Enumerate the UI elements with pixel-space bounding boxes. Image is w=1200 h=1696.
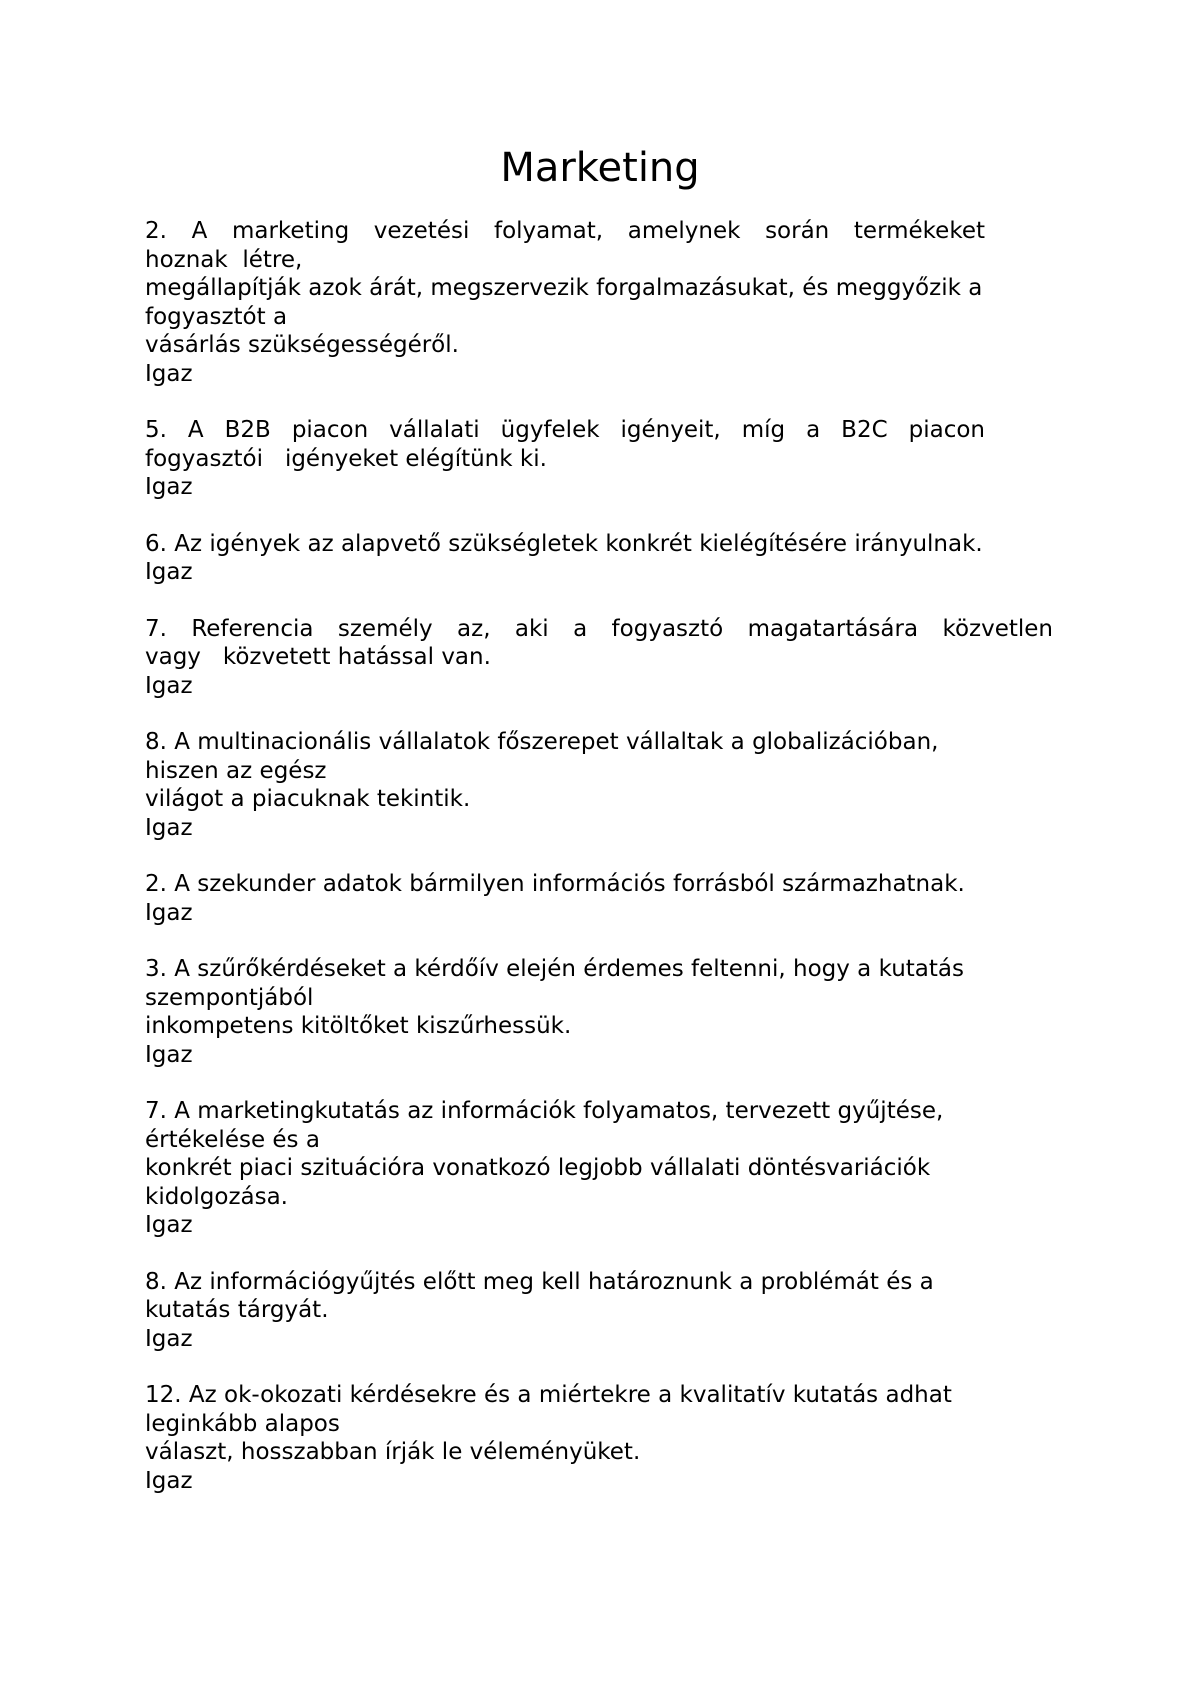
answer-text: Igaz — [145, 559, 193, 585]
question-text-line: 2. A marketing vezetési folyamat, amelynek során termékeket — [145, 218, 985, 244]
answer-text: Igaz — [145, 360, 193, 387]
question-text-line: fogyasztót a — [145, 303, 288, 330]
answer-text: Igaz — [145, 1467, 193, 1494]
question-item — [145, 1268, 1065, 1354]
question-text-line: leginkább alapos — [145, 1410, 340, 1437]
answer-text: Igaz — [145, 814, 193, 841]
question-text-line: inkompetens kitöltőket kiszűrhessük. — [145, 1013, 572, 1039]
answer-text: Igaz — [145, 1041, 193, 1068]
question-text-line: megállapítják azok árát, megszervezik forgalmazásukat, és meggyőzik a — [145, 275, 983, 301]
answer-text: Igaz — [145, 899, 193, 926]
question-text-line: 7. Referencia személy az, aki a fogyasztó magatartására közvetlen — [145, 615, 1053, 642]
answer-text: Igaz — [145, 672, 193, 699]
question-text-line: hiszen az egész — [145, 757, 327, 784]
question-item — [145, 530, 1065, 587]
question-item — [145, 217, 1065, 388]
question-item — [145, 1381, 1065, 1495]
question-text-line: konkrét piaci szituációra vonatkozó legjobb vállalati döntésvariációk — [145, 1155, 931, 1181]
question-list — [145, 217, 1065, 1523]
question-item — [145, 615, 1065, 701]
question-item — [145, 870, 1065, 927]
question-item — [145, 1097, 1065, 1240]
question-text-line: fogyasztói igényeket elégítünk ki. — [145, 445, 547, 472]
question-text-line: értékelése és a — [145, 1126, 320, 1153]
question-text-line: 8. Az információgyűjtés előtt meg kell határoznunk a problémát és a — [145, 1268, 934, 1295]
question-text-line: világot a piacuknak tekintik. — [145, 786, 471, 812]
answer-text: Igaz — [145, 1325, 193, 1352]
question-text-line: kidolgozása. — [145, 1183, 288, 1210]
question-text-line: 6. Az igények az alapvető szükségletek konkrét kielégítésére irányulnak. — [145, 530, 983, 557]
answer-text: Igaz — [145, 1212, 193, 1238]
question-text-line: hoznak létre, — [145, 246, 303, 273]
question-item — [145, 955, 1065, 1069]
question-text-line: 5. A B2B piacon vállalati ügyfelek igényeit, míg a B2C piacon — [145, 417, 985, 443]
question-item — [145, 728, 1065, 842]
answer-text: Igaz — [145, 474, 193, 500]
question-text-line: 12. Az ok-okozati kérdésekre és a miértekre a kvalitatív kutatás adhat — [145, 1382, 952, 1408]
question-text-line: 3. A szűrőkérdéseket a kérdőív elején érdemes feltenni, hogy a kutatás — [145, 956, 964, 982]
question-text-line: szempontjából — [145, 984, 314, 1011]
question-text-line: választ, hosszabban írják le véleményüket. — [145, 1439, 641, 1465]
document-title: Marketing — [500, 145, 700, 191]
question-text-line: vásárlás szükségességéről. — [145, 332, 459, 358]
question-text-line: kutatás tárgyát. — [145, 1297, 329, 1323]
question-text-line: vagy közvetett hatással van. — [145, 644, 491, 670]
question-text-line: 2. A szekunder adatok bármilyen információs forrásból származhatnak. — [145, 871, 965, 897]
question-text-line: 7. A marketingkutatás az információk folyamatos, tervezett gyűjtése, — [145, 1098, 944, 1124]
question-text-line: 8. A multinacionális vállalatok főszerepet vállaltak a globalizációban, — [145, 729, 939, 755]
question-item — [145, 416, 1065, 502]
